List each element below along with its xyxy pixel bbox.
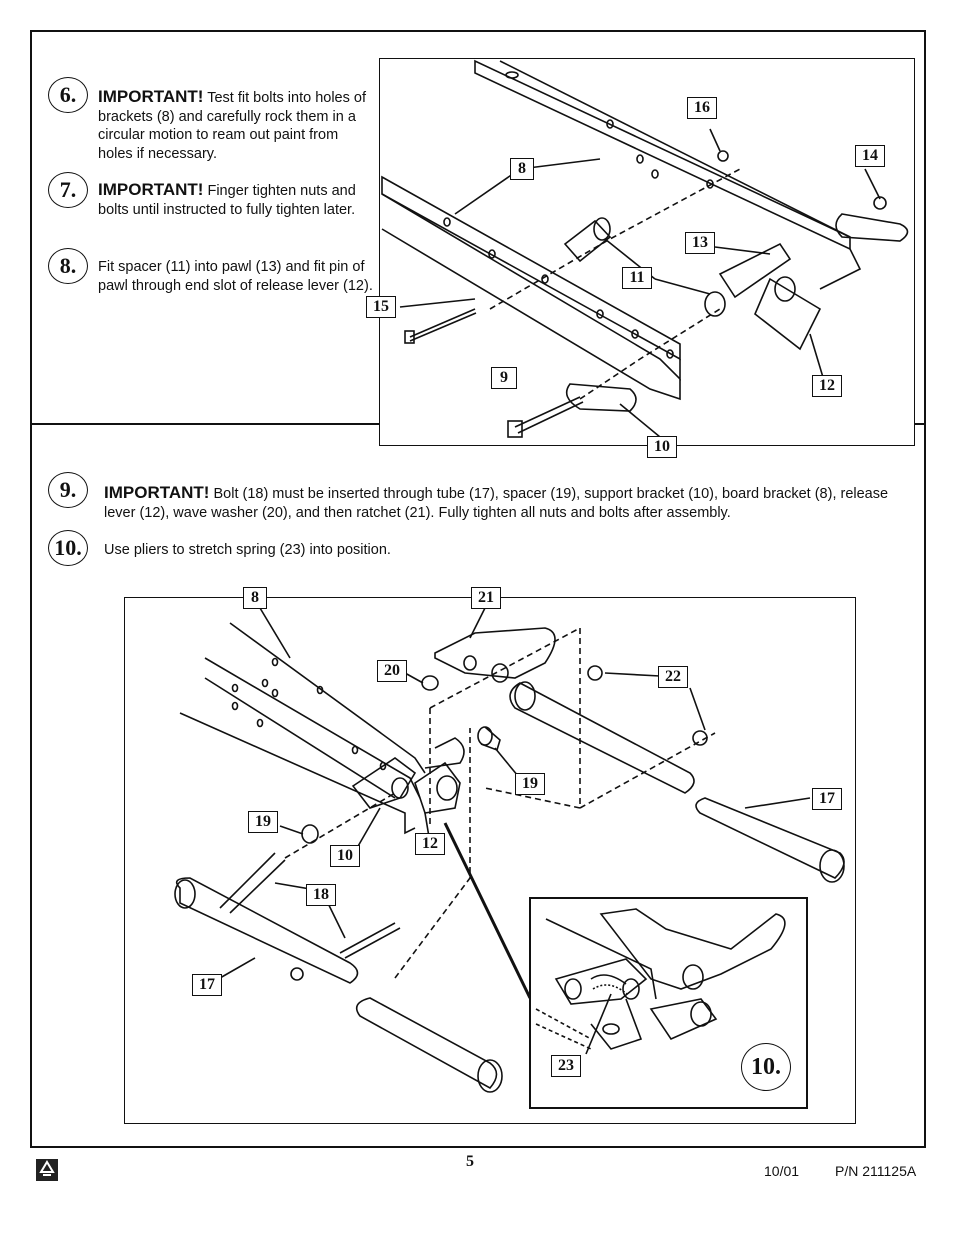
step-10-text: Use pliers to stretch spring (23) into position. (104, 542, 391, 558)
callout-15: 15 (366, 296, 396, 318)
callout-17-left: 17 (192, 974, 222, 996)
recycle-icon (35, 1158, 59, 1182)
callout-18: 18 (306, 884, 336, 906)
callout-12: 12 (415, 833, 445, 855)
top-assembly-diagram (373, 58, 915, 455)
callout-10: 10 (330, 845, 360, 867)
step-7-body: Finger tighten nuts and bolts until instructed to fully tighten later. (98, 183, 356, 218)
step-6-body: Test fit bolts into holes of brackets (8) and carefully rock them in a circular motion to ream out paint from holes if necessary. (98, 90, 366, 162)
callout-14: 14 (855, 145, 885, 167)
callout-11: 11 (622, 267, 652, 289)
inset-step-10-number: 10. (741, 1043, 791, 1091)
page-number: 5 (466, 1153, 474, 1170)
step-9-number: 9. (48, 472, 88, 508)
step-6-text (98, 88, 373, 163)
step-8-number: 8. (48, 248, 88, 284)
step-9-text (104, 484, 904, 522)
callout-8: 8 (243, 587, 267, 609)
step-7-text (98, 181, 373, 219)
step-9-important: IMPORTANT! (104, 483, 210, 502)
callout-8: 8 (510, 158, 534, 180)
step-7-important: IMPORTANT! (98, 180, 204, 199)
footer-date: 10/01 (764, 1163, 800, 1179)
step-6-number: 6. (48, 77, 88, 113)
callout-9: 9 (491, 367, 517, 389)
callout-16: 16 (687, 97, 717, 119)
callout-19-lower: 19 (248, 811, 278, 833)
step-6-important: IMPORTANT! (98, 87, 204, 106)
step-8-text: Fit spacer (11) into pawl (13) and fit pin of pawl through end slot of release lever (12). (98, 259, 373, 294)
footer-part-number: P/N 211125A (835, 1163, 917, 1179)
callout-20: 20 (377, 660, 407, 682)
step-7-number: 7. (48, 172, 88, 208)
callout-12: 12 (812, 375, 842, 397)
callout-22: 22 (658, 666, 688, 688)
step-9-body: Bolt (18) must be inserted through tube (17), spacer (19), support bracket (10), board bracket (8), release lever (12), wave washer (20), and then ratchet (21). Fully tighten all nuts and bolts after assembly. (104, 486, 889, 521)
callout-19-upper: 19 (515, 773, 545, 795)
bottom-assembly-diagram (124, 589, 856, 1124)
callout-13: 13 (685, 232, 715, 254)
callout-21: 21 (471, 587, 501, 609)
callout-17-right: 17 (812, 788, 842, 810)
step-10-number: 10. (48, 530, 88, 566)
spring-detail-inset (529, 897, 808, 1109)
callout-10: 10 (647, 436, 677, 458)
callout-23: 23 (551, 1055, 581, 1077)
